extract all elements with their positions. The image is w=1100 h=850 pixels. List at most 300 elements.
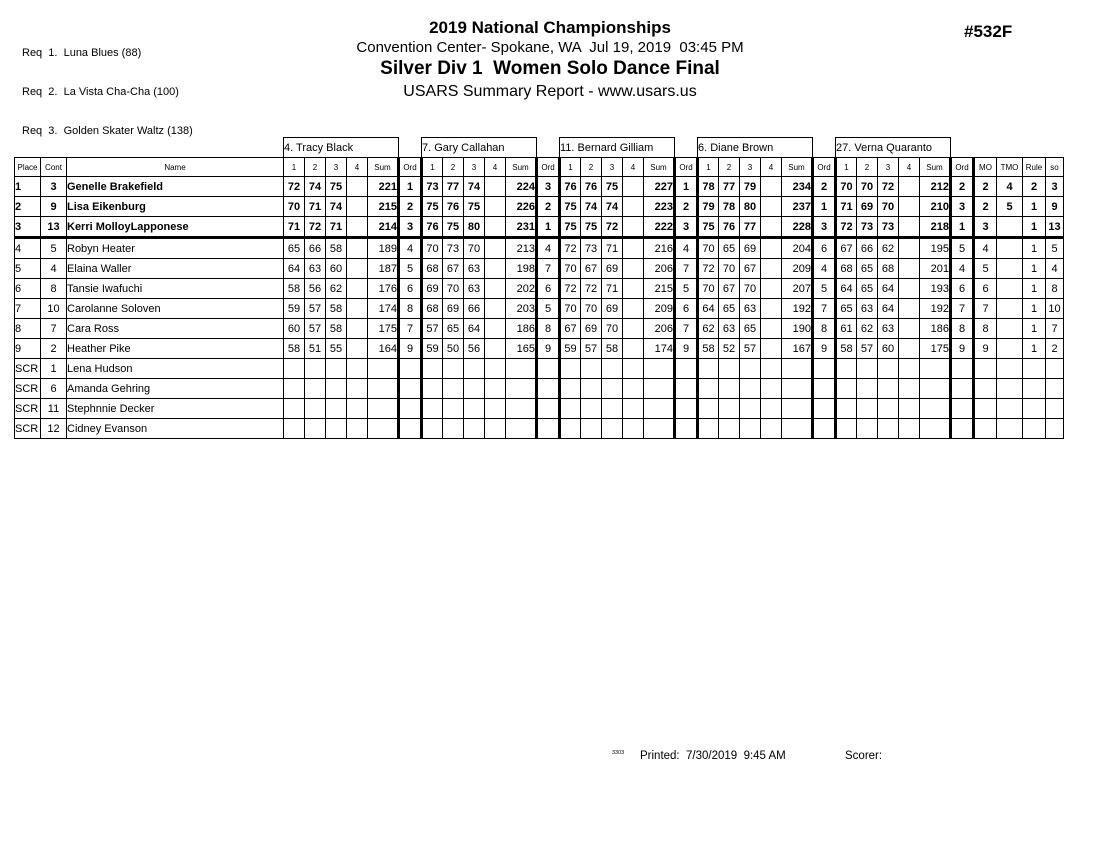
sum-cell: [782, 399, 813, 419]
mark-cell: [878, 419, 899, 439]
ord-cell: 5: [813, 279, 836, 299]
ord-cell: 2: [675, 197, 698, 217]
table-row: [15, 399, 1064, 419]
mark-cell: [347, 359, 368, 379]
mark-cell: 58: [602, 339, 623, 359]
mark-cell: [422, 359, 443, 379]
mark-cell: 59: [422, 339, 443, 359]
mark-cell: [443, 399, 464, 419]
so-cell: [1046, 419, 1064, 439]
mark-cell: [443, 379, 464, 399]
ord-cell: 5: [675, 279, 698, 299]
ord-cell: 7: [675, 319, 698, 339]
so-cell: [1046, 379, 1064, 399]
rule-header: Rule: [1023, 158, 1046, 177]
ord-cell: [813, 359, 836, 379]
so-cell: 13: [1046, 217, 1064, 238]
ord-cell: 3: [951, 197, 974, 217]
mark-cell: 71: [602, 279, 623, 299]
mark-cell: [698, 399, 719, 419]
ord-cell: 5: [399, 259, 422, 279]
sum-cell: [920, 379, 951, 399]
mark-cell: 58: [284, 339, 305, 359]
mark-cell: [761, 379, 782, 399]
tmo-cell: [997, 379, 1023, 399]
mark-cell: 62: [326, 279, 347, 299]
rule-cell: 1: [1023, 279, 1046, 299]
mark-cell: 57: [305, 299, 326, 319]
tmo-cell: [997, 279, 1023, 299]
mark-cell: 70: [719, 259, 740, 279]
so-cell: 10: [1046, 299, 1064, 319]
tmo-cell: [997, 319, 1023, 339]
place-cell: 7: [15, 299, 41, 319]
mark-cell: [464, 379, 485, 399]
mark-cell: [464, 419, 485, 439]
tmo-cell: [997, 419, 1023, 439]
venue-date-line: Convention Center- Spokane, WA Jul 19, 2019 03:45 PM: [356, 39, 744, 56]
sum-cell: 198: [506, 259, 537, 279]
mark-cell: [485, 197, 506, 217]
tmo-header: TMO: [997, 158, 1023, 177]
mark-cell: 69: [581, 319, 602, 339]
mark-cell: 56: [464, 339, 485, 359]
mark-cell: [347, 259, 368, 279]
rule-cell: [1023, 379, 1046, 399]
table-row: [15, 177, 1064, 197]
mark-cell: [899, 299, 920, 319]
req-line-3: Req 3. Golden Skater Waltz (138): [22, 125, 193, 137]
judge-name: 7. Gary Callahan: [422, 138, 537, 158]
mark-cell: [623, 379, 644, 399]
mark-header: 2: [305, 158, 326, 177]
sum-cell: 175: [920, 339, 951, 359]
mark-cell: [347, 399, 368, 419]
sum-cell: 224: [506, 177, 537, 197]
mark-cell: 59: [560, 339, 581, 359]
mark-cell: [623, 419, 644, 439]
mark-cell: 63: [857, 299, 878, 319]
mark-cell: 69: [602, 299, 623, 319]
sum-cell: 195: [920, 238, 951, 259]
cont-cell: 8: [41, 279, 67, 299]
mark-cell: [305, 399, 326, 419]
mark-cell: 70: [602, 319, 623, 339]
rule-cell: [1023, 399, 1046, 419]
mark-cell: 57: [581, 339, 602, 359]
skater-name-cell: Robyn Heater: [67, 238, 284, 259]
ord-cell: [951, 419, 974, 439]
mark-cell: 71: [284, 217, 305, 238]
mark-cell: 58: [326, 299, 347, 319]
mark-cell: 74: [602, 197, 623, 217]
mark-cell: 63: [305, 259, 326, 279]
rule-cell: 1: [1023, 217, 1046, 238]
mark-cell: [464, 359, 485, 379]
tmo-cell: [997, 299, 1023, 319]
sum-cell: 212: [920, 177, 951, 197]
sum-cell: [506, 419, 537, 439]
place-cell: 4: [15, 238, 41, 259]
sum-cell: 218: [920, 217, 951, 238]
so-cell: 9: [1046, 197, 1064, 217]
sum-cell: 231: [506, 217, 537, 238]
place-cell: SCR: [15, 419, 41, 439]
mark-cell: [581, 379, 602, 399]
place-cell: 1: [15, 177, 41, 197]
mark-cell: 79: [740, 177, 761, 197]
mark-cell: [485, 259, 506, 279]
tmo-cell: [997, 238, 1023, 259]
mark-cell: [623, 359, 644, 379]
mark-cell: [581, 399, 602, 419]
mo-cell: 5: [974, 259, 997, 279]
ord-cell: [813, 379, 836, 399]
mark-cell: [623, 197, 644, 217]
mark-cell: 70: [284, 197, 305, 217]
table-row: [15, 299, 1064, 319]
ord-cell: 6: [951, 279, 974, 299]
ord-cell: [951, 399, 974, 419]
event-code: #532F: [964, 22, 1013, 41]
sum-cell: 222: [644, 217, 675, 238]
skater-name-cell: Carolanne Soloven: [67, 299, 284, 319]
so-cell: 4: [1046, 259, 1064, 279]
sum-header: Sum: [920, 158, 951, 177]
mark-cell: 65: [719, 299, 740, 319]
req-line-2: Req 2. La Vista Cha-Cha (100): [22, 86, 179, 98]
mark-cell: 64: [284, 259, 305, 279]
mark-cell: [623, 339, 644, 359]
mark-cell: [719, 359, 740, 379]
sum-cell: [368, 359, 399, 379]
ord-cell: 9: [951, 339, 974, 359]
mark-cell: [485, 299, 506, 319]
mark-cell: [560, 359, 581, 379]
mark-cell: [899, 359, 920, 379]
ord-cell: 6: [537, 279, 560, 299]
mark-cell: [878, 359, 899, 379]
mark-cell: [485, 359, 506, 379]
mark-cell: 75: [464, 197, 485, 217]
mark-cell: [347, 319, 368, 339]
mark-cell: 66: [464, 299, 485, 319]
mark-cell: [422, 379, 443, 399]
sum-cell: 190: [782, 319, 813, 339]
mark-cell: [347, 279, 368, 299]
ord-cell: 3: [399, 217, 422, 238]
mark-cell: [899, 279, 920, 299]
ord-cell: 5: [537, 299, 560, 319]
mark-cell: [899, 217, 920, 238]
mark-cell: 73: [422, 177, 443, 197]
sum-cell: 228: [782, 217, 813, 238]
mark-cell: 76: [422, 217, 443, 238]
ord-cell: 9: [537, 339, 560, 359]
mark-cell: 80: [464, 217, 485, 238]
mark-cell: 71: [305, 197, 326, 217]
mark-cell: 64: [836, 279, 857, 299]
mark-cell: [836, 359, 857, 379]
sum-cell: [368, 379, 399, 399]
mark-cell: [443, 419, 464, 439]
mark-cell: [581, 419, 602, 439]
mark-cell: [623, 299, 644, 319]
cont-cell: 3: [41, 177, 67, 197]
sum-cell: [782, 359, 813, 379]
mark-cell: 60: [326, 259, 347, 279]
mo-cell: 8: [974, 319, 997, 339]
mark-cell: 73: [878, 217, 899, 238]
mark-cell: [485, 379, 506, 399]
rule-cell: 1: [1023, 299, 1046, 319]
ord-cell: [675, 379, 698, 399]
ord-header: Ord: [951, 158, 974, 177]
printed-timestamp: Printed: 7/30/2019 9:45 AM: [640, 750, 786, 762]
scorer-label: Scorer:: [845, 750, 883, 762]
so-cell: [1046, 399, 1064, 419]
ord-cell: 7: [675, 259, 698, 279]
mark-cell: 65: [740, 319, 761, 339]
ord-cell: [537, 399, 560, 419]
mark-cell: 76: [719, 217, 740, 238]
place-cell: 5: [15, 259, 41, 279]
mark-header: 4: [761, 158, 782, 177]
mark-cell: [836, 419, 857, 439]
mark-cell: 58: [836, 339, 857, 359]
ord-cell: [537, 379, 560, 399]
rule-cell: 1: [1023, 339, 1046, 359]
mark-header: 2: [581, 158, 602, 177]
mark-cell: [623, 399, 644, 419]
mark-cell: 63: [464, 259, 485, 279]
rule-cell: 1: [1023, 259, 1046, 279]
sum-cell: 192: [782, 299, 813, 319]
sum-cell: 187: [368, 259, 399, 279]
mark-cell: [305, 419, 326, 439]
place-cell: 3: [15, 217, 41, 238]
mark-cell: 65: [836, 299, 857, 319]
report-type-line: USARS Summary Report - www.usars.us: [403, 83, 697, 100]
mark-cell: [899, 399, 920, 419]
ord-cell: 4: [951, 259, 974, 279]
sum-cell: 174: [368, 299, 399, 319]
sum-cell: 227: [644, 177, 675, 197]
mark-cell: [698, 359, 719, 379]
sum-header: Sum: [368, 158, 399, 177]
sum-cell: 210: [920, 197, 951, 217]
sum-cell: 221: [368, 177, 399, 197]
ord-cell: [537, 419, 560, 439]
sum-cell: [506, 359, 537, 379]
mark-cell: 78: [698, 177, 719, 197]
mark-cell: [761, 359, 782, 379]
mark-cell: 59: [284, 299, 305, 319]
report-header: [0, 18, 1100, 102]
mark-cell: 75: [560, 197, 581, 217]
mark-cell: [761, 279, 782, 299]
mark-cell: [347, 217, 368, 238]
mo-cell: [974, 399, 997, 419]
mark-header: 3: [326, 158, 347, 177]
sum-cell: 223: [644, 197, 675, 217]
mark-cell: 68: [836, 259, 857, 279]
mark-cell: 74: [464, 177, 485, 197]
mark-cell: 70: [836, 177, 857, 197]
mark-cell: 77: [740, 217, 761, 238]
mark-cell: [581, 359, 602, 379]
mark-cell: [857, 379, 878, 399]
mark-cell: 57: [857, 339, 878, 359]
event-title: Silver Div 1 Women Solo Dance Final: [380, 58, 720, 79]
tmo-cell: 4: [997, 177, 1023, 197]
mark-header: 1: [422, 158, 443, 177]
mark-cell: [761, 177, 782, 197]
mark-cell: 69: [602, 259, 623, 279]
sum-header: Sum: [782, 158, 813, 177]
cont-cell: 12: [41, 419, 67, 439]
cont-cell: 1: [41, 359, 67, 379]
sum-cell: 209: [782, 259, 813, 279]
skater-name-cell: Cara Ross: [67, 319, 284, 339]
rule-cell: 1: [1023, 319, 1046, 339]
mark-cell: 62: [878, 238, 899, 259]
mark-cell: [485, 238, 506, 259]
mark-cell: 73: [857, 217, 878, 238]
mark-cell: 64: [464, 319, 485, 339]
sum-cell: 201: [920, 259, 951, 279]
mark-cell: 67: [443, 259, 464, 279]
mark-header: 1: [698, 158, 719, 177]
mark-header: 4: [485, 158, 506, 177]
mark-cell: [623, 238, 644, 259]
mark-cell: 51: [305, 339, 326, 359]
cont-cell: 6: [41, 379, 67, 399]
mark-cell: [347, 238, 368, 259]
place-cell: 6: [15, 279, 41, 299]
sum-cell: 216: [644, 238, 675, 259]
mark-cell: 70: [560, 259, 581, 279]
sum-cell: [368, 399, 399, 419]
sum-cell: 165: [506, 339, 537, 359]
mark-cell: 75: [560, 217, 581, 238]
sum-cell: [920, 399, 951, 419]
so-cell: 8: [1046, 279, 1064, 299]
mo-cell: 4: [974, 238, 997, 259]
sum-cell: 215: [644, 279, 675, 299]
mo-cell: [974, 419, 997, 439]
mark-cell: 78: [719, 197, 740, 217]
mark-cell: [284, 359, 305, 379]
sum-cell: 202: [506, 279, 537, 299]
mark-cell: 66: [305, 238, 326, 259]
ord-cell: [399, 359, 422, 379]
mark-cell: 57: [740, 339, 761, 359]
mark-header: 2: [719, 158, 740, 177]
mark-header: 3: [878, 158, 899, 177]
sum-cell: 193: [920, 279, 951, 299]
judges-row-spacer: [537, 138, 560, 158]
mark-cell: 61: [836, 319, 857, 339]
mark-cell: [305, 379, 326, 399]
mark-cell: [857, 419, 878, 439]
mark-cell: [347, 197, 368, 217]
sum-cell: 226: [506, 197, 537, 217]
judges-row-spacer: [675, 138, 698, 158]
ord-cell: [951, 379, 974, 399]
ord-cell: 8: [951, 319, 974, 339]
mark-cell: [464, 399, 485, 419]
mark-cell: 68: [878, 259, 899, 279]
sum-cell: 174: [644, 339, 675, 359]
table-row: [15, 197, 1064, 217]
sum-cell: 206: [644, 259, 675, 279]
mark-cell: [761, 238, 782, 259]
cont-cell: 5: [41, 238, 67, 259]
mark-cell: 70: [698, 238, 719, 259]
table-row: [15, 339, 1064, 359]
mark-cell: 66: [857, 238, 878, 259]
mark-cell: [485, 177, 506, 197]
mark-cell: 67: [560, 319, 581, 339]
mark-cell: [857, 399, 878, 419]
mark-cell: [836, 399, 857, 419]
skater-name-cell: Kerri MolloyLapponese: [67, 217, 284, 238]
mark-cell: 65: [857, 259, 878, 279]
table-row: [15, 259, 1064, 279]
ord-cell: [813, 399, 836, 419]
mark-cell: 63: [719, 319, 740, 339]
ord-cell: 8: [399, 299, 422, 319]
mark-cell: 69: [740, 238, 761, 259]
skater-name-cell: Tansie Iwafuchi: [67, 279, 284, 299]
skater-name-cell: Stephnnie Decker: [67, 399, 284, 419]
mark-cell: 75: [581, 217, 602, 238]
sum-cell: 189: [368, 238, 399, 259]
so-header: so: [1046, 158, 1064, 177]
footer-tiny-note: 3303: [612, 750, 625, 756]
sum-cell: 215: [368, 197, 399, 217]
mark-cell: 72: [602, 217, 623, 238]
skater-name-cell: Genelle Brakefield: [67, 177, 284, 197]
ord-cell: 8: [813, 319, 836, 339]
championship-title: 2019 National Championships: [429, 18, 671, 37]
mark-cell: 74: [305, 177, 326, 197]
ord-cell: 1: [675, 177, 698, 197]
place-cell: SCR: [15, 359, 41, 379]
mark-cell: 65: [443, 319, 464, 339]
mark-cell: [422, 419, 443, 439]
ord-cell: [399, 419, 422, 439]
mark-cell: [719, 399, 740, 419]
ord-cell: 3: [537, 177, 560, 197]
mark-cell: 72: [581, 279, 602, 299]
ord-cell: [675, 419, 698, 439]
mark-cell: [878, 399, 899, 419]
table-row: [15, 319, 1064, 339]
mark-cell: [740, 379, 761, 399]
ord-cell: 9: [813, 339, 836, 359]
sum-cell: [506, 399, 537, 419]
ord-cell: 9: [675, 339, 698, 359]
mark-cell: [878, 379, 899, 399]
sum-cell: 214: [368, 217, 399, 238]
mark-header: 4: [623, 158, 644, 177]
mark-cell: [560, 399, 581, 419]
mark-cell: 72: [284, 177, 305, 197]
ord-cell: 1: [399, 177, 422, 197]
mark-cell: [857, 359, 878, 379]
